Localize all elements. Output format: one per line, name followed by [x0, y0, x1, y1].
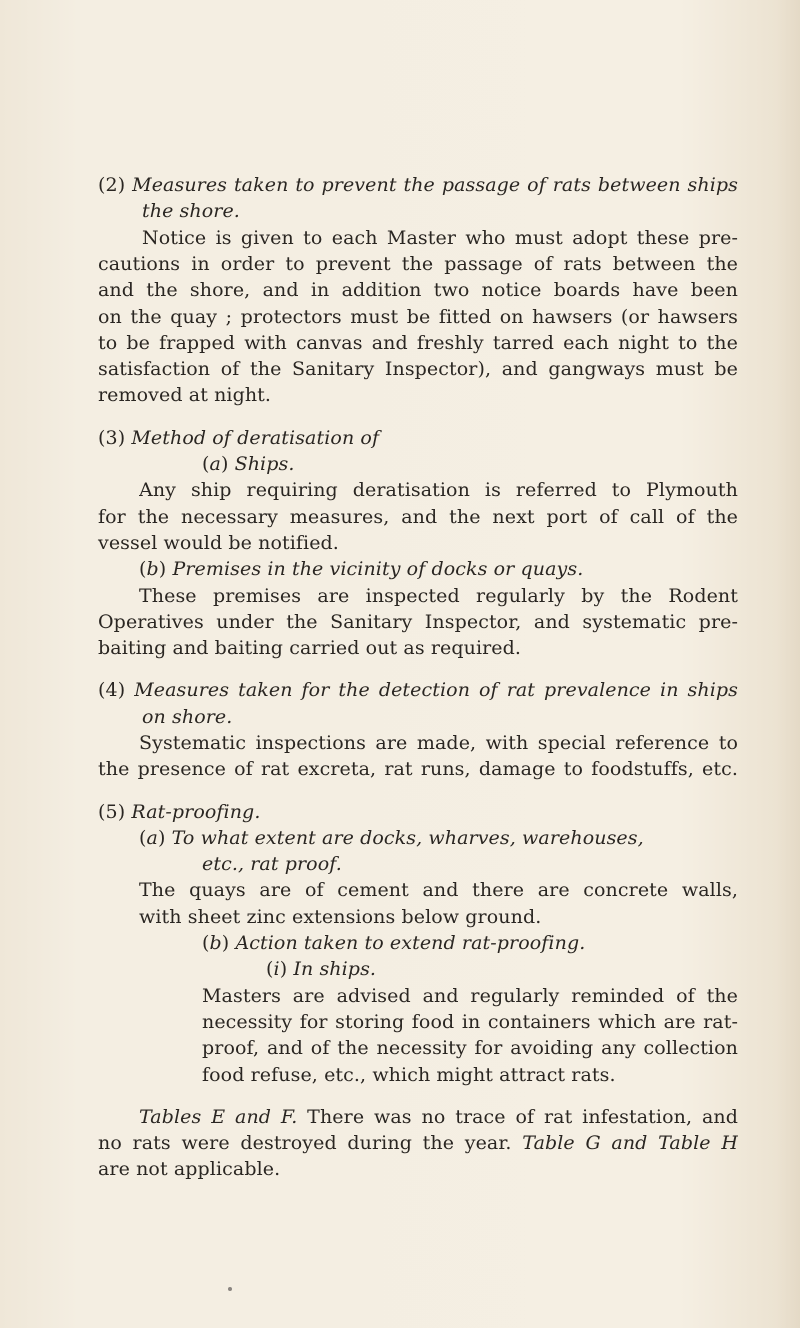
- text-line: [139, 583, 738, 609]
- italic-text: Action taken to extend rat-proofing.: [235, 932, 586, 954]
- text: with sheet zinc extensions below ground.: [139, 906, 542, 928]
- italic-text: Rat-proofing.: [131, 801, 261, 823]
- text-line: [98, 799, 738, 825]
- text: Masters are advised and regularly reminded of the: [202, 985, 738, 1007]
- ink-speck: [228, 1287, 232, 1291]
- text: (3): [98, 427, 132, 449]
- text-line: [98, 425, 738, 451]
- text: the presence of rat excreta, rat runs, damage to foodstuffs, etc.: [98, 758, 738, 780]
- italic-text: etc., rat proof.: [202, 853, 342, 875]
- text: ): [157, 827, 172, 849]
- italic-text: on shore.: [142, 706, 233, 728]
- italic-text: In ships.: [293, 958, 377, 980]
- text: ): [221, 932, 236, 954]
- text-line: [98, 251, 738, 277]
- text-line: [139, 877, 738, 903]
- text-line: [142, 225, 738, 251]
- text: (: [266, 958, 274, 980]
- text-line: [98, 677, 738, 703]
- text-line: [98, 504, 738, 530]
- text: cautions in order to prevent the passage of rats between the: [98, 253, 738, 275]
- italic-text: a: [146, 827, 158, 849]
- text: These premises are inspected regularly by the Rodent: [139, 585, 738, 607]
- text-line: [202, 983, 738, 1009]
- italic-text: Method of deratisation of: [131, 427, 380, 449]
- text: for the necessary measures, and the next port of call of the: [98, 506, 738, 528]
- text: and the shore, and in addition two notice boards have been: [98, 279, 738, 301]
- italic-text: b: [209, 932, 222, 954]
- text-line: [202, 1009, 738, 1035]
- text: are not applicable.: [98, 1158, 281, 1180]
- text-line: [202, 851, 738, 877]
- text: no rats were destroyed during the year.: [98, 1132, 523, 1154]
- text: (: [202, 932, 210, 954]
- text: Systematic inspections are made, with special reference to: [139, 732, 738, 754]
- text-line: [98, 1130, 738, 1156]
- text: to be frapped with canvas and freshly tarred each night to the: [98, 332, 738, 354]
- text: removed at night.: [98, 384, 272, 406]
- text-line: [202, 1035, 738, 1061]
- text: baiting and baiting carried out as required.: [98, 637, 522, 659]
- text-line: [98, 382, 738, 408]
- italic-text: Table G and Table H: [522, 1132, 738, 1154]
- text: (5): [98, 801, 132, 823]
- italic-text: Measures taken for the detection of rat prevalence in ships: [134, 679, 738, 701]
- italic-text: a: [209, 453, 221, 475]
- text-line: [202, 1062, 738, 1088]
- text-line: [139, 477, 738, 503]
- text-line: [142, 198, 738, 224]
- text: vessel would be notified.: [98, 532, 339, 554]
- text-line: [139, 556, 738, 582]
- italic-text: Measures taken to prevent the passage of rats between ships: [132, 174, 738, 196]
- text-line: [98, 277, 738, 303]
- text-line: [98, 330, 738, 356]
- text-line: [98, 1156, 738, 1182]
- text: (2): [98, 174, 133, 196]
- text: satisfaction of the Sanitary Inspector), and gangways must be: [98, 358, 738, 380]
- text: proof, and of the necessity for avoiding any collection: [202, 1037, 738, 1059]
- text-line: [202, 930, 738, 956]
- text-line: [266, 956, 738, 982]
- italic-text: b: [146, 558, 159, 580]
- text-line: [139, 730, 738, 756]
- text: The quays are of cement and there are concrete walls,: [139, 879, 738, 901]
- text: ): [220, 453, 235, 475]
- text-line: [139, 1104, 738, 1130]
- text-line: [98, 756, 738, 782]
- text-line: [139, 825, 738, 851]
- text-line: [202, 451, 738, 477]
- italic-text: i: [273, 958, 280, 980]
- text: on the quay ; protectors must be fitted on hawsers (or hawsers: [98, 306, 738, 328]
- text: Any ship requiring deratisation is referred to Plymouth: [139, 479, 738, 501]
- text-line: [98, 356, 738, 382]
- text: ): [279, 958, 294, 980]
- text: food refuse, etc., which might attract rats.: [202, 1064, 616, 1086]
- text: (: [139, 558, 147, 580]
- text-line: [98, 530, 738, 556]
- text-line: [98, 304, 738, 330]
- text-line: [98, 635, 738, 661]
- text-line: [98, 172, 738, 198]
- text: (: [139, 827, 147, 849]
- text: necessity for storing food in containers which are rat-: [202, 1011, 738, 1033]
- text: Notice is given to each Master who must adopt these pre-: [142, 227, 738, 249]
- italic-text: Tables E and F.: [139, 1106, 298, 1128]
- italic-text: the shore.: [142, 200, 240, 222]
- italic-text: To what extent are docks, wharves, warehouses,: [171, 827, 644, 849]
- text: (: [202, 453, 210, 475]
- text: ): [158, 558, 173, 580]
- italic-text: Premises in the vicinity of docks or quays.: [172, 558, 584, 580]
- italic-text: Ships.: [234, 453, 295, 475]
- text-line: [98, 609, 738, 635]
- text: Operatives under the Sanitary Inspector, and systematic pre-: [98, 611, 738, 633]
- text: There was no trace of rat infestation, and: [297, 1106, 738, 1128]
- text: (4): [98, 679, 135, 701]
- text-line: [142, 704, 738, 730]
- text-line: [139, 904, 738, 930]
